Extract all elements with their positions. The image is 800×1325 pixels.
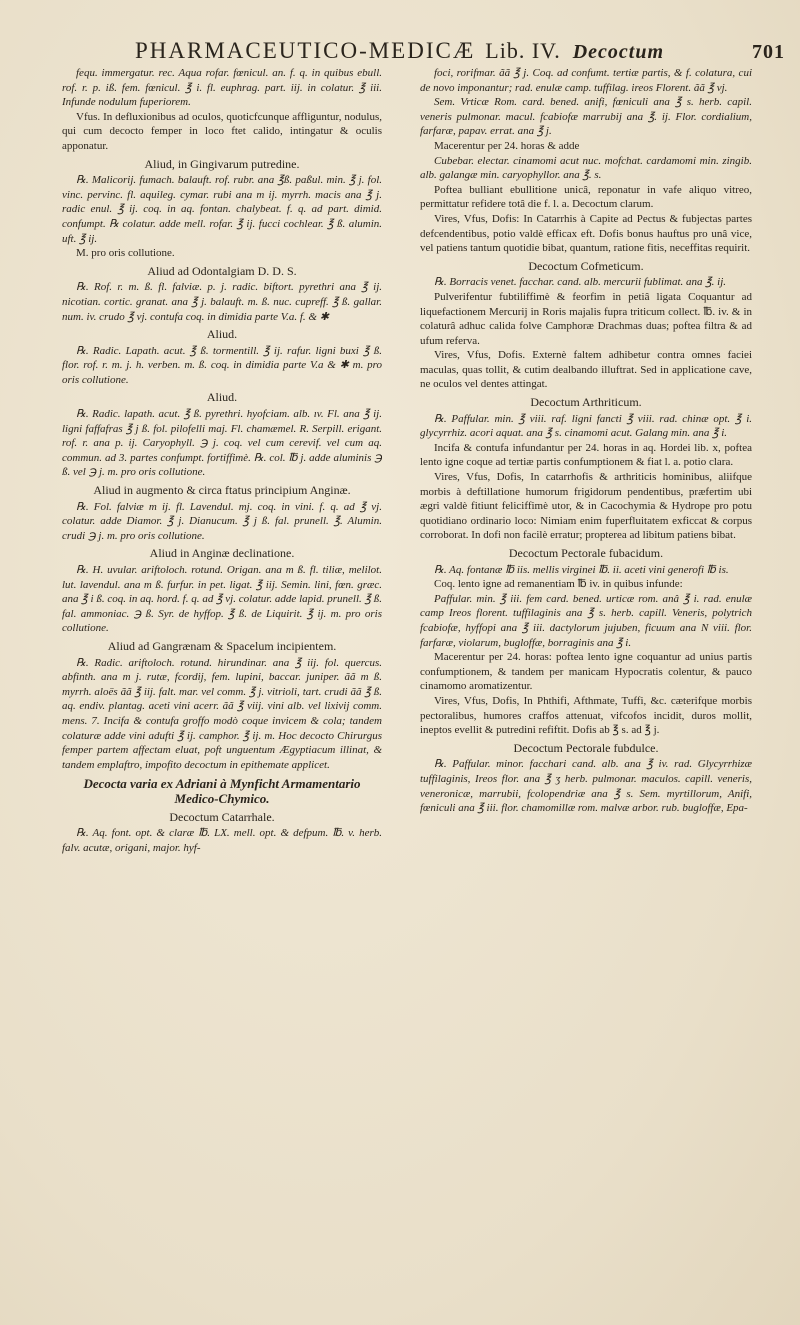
text-paragraph: Incifa & contufa infundantur per 24. horas in aq. Hordei lib. x, poftea lento igne coque ad tertiæ partis confumptionem & fiat l. a. potio clara. xyxy=(420,441,752,469)
text-paragraph: ℞. Radic. Lapath. acut. ℥ ß. tormentill. ℥ ij. rafur. ligni buxi ℥ ß. flor. rof. r. m. j. h. verben. m. ß. coq. in dimidia parte V.a & ✱ m. pro oris collutione. xyxy=(62,344,382,386)
text-paragraph: fequ. immergatur. rec. Aqua rofar. fœnicul. an. f. q. in quibus ebull. rof. r. p. iß. fem. fœnicul. ℥ i. fl. euphrag. part. iij. in colatur. ℥ iii. Infunde nodulum fuperiorem. xyxy=(62,67,382,109)
section-heading: Decoctum Pectorale fubacidum. xyxy=(508,546,664,560)
section-heading: Aliud, in Gingivarum putredine. xyxy=(144,156,300,171)
text-paragraph: Macerentur per 24. horas: poftea lento igne coquantur ad unius partis confumptionem, & tandem per manicam Hypocratis colentur, & pauco cinamomo aromatizentur. xyxy=(420,651,752,693)
text-paragraph: Cubebar. electar. cinamomi acut nuc. mofchat. cardamomi min. zingib. alb. galangæ min. caryophyllor. ana ℥. s. xyxy=(420,154,752,182)
text-paragraph: ℞. Radic. ariftoloch. rotund. hirundinar. ana ℥ iij. fol. quercus. abfinth. ana m j. rutæ, fcordij, fem. lupini, baccar. juniper. ãã m ß. myrrh. aloës ãã ℥ iij. falt. mar. vel comm. ℥ j. vitrioli, tart. crudi ãã ℥ ß. aq. endiv. plantag. aceti vini acerr. ãã ℥ viij. vini alb. vel lixivij comm. mens. 7. Incifa & contufa groffo modò coque invicem & cola; tandem colaturæ adde vini adufti ℥ ij. camphor. ℥ ij. m. Hoc decocto Chirurgus femper partem affectam eluat, poft unguentum Ægyptiacum illinat, & tandem emplaftro, impofito decoctum in epithemate applicet. xyxy=(62,656,382,771)
section-heading: Decoctum Pectorale fubdulce. xyxy=(513,740,659,755)
section-heading: Decoctum Arthriticum. xyxy=(530,395,642,410)
section-title: Decoctum xyxy=(572,41,665,63)
text-paragraph: Vires, Vfus, Dofis: In Catarrhis à Capite ad Pectus & fubjectas partes defcendentibus, potio valdè efficax eft. Dofis bonus hauftus pro unâ vice, vel patiens tantum quotidie bibat, quantum, ratione fitis, neceffitas requirit. xyxy=(420,212,752,255)
section-heading: Aliud in augmento & circa ftatus principium Anginæ. xyxy=(93,483,351,498)
text-paragraph: Vires, Vfus, Dofis. Externè faltem adhibetur contra omnes faciei maculas, quas tollit, & cutim dealbando illuftrat. Sed in applicatione cave, ne oculos vel dentes attingat. xyxy=(420,349,752,391)
text-paragraph: Coq. lento igne ad remanentiam ℔ iv. in quibus infunde: xyxy=(434,578,683,591)
section-heading: Aliud. xyxy=(206,390,238,405)
text-paragraph: ℞. Fol. falviæ m ij. fl. Lavendul. mj. coq. in vini. f. q. ad ℥ vj. colatur. adde Diamor. ℥ j. Dianucum. ℥ j ß. fal. prunell. ℥. Alumin. crudi ℈ j. m. pro oris collutione. xyxy=(62,500,382,542)
section-heading: Aliud ad Gangrænam & Spacelum incipientem. xyxy=(107,638,337,653)
right-column xyxy=(420,66,752,1305)
section-heading: Aliud ad Odontalgiam D. D. S. xyxy=(147,263,297,278)
section-heading: Aliud in Anginæ declinatione. xyxy=(149,546,295,561)
left-column xyxy=(62,66,382,1305)
text-paragraph: Sem. Vrticæ Rom. card. bened. anifi, fœniculi ana ℥ s. herb. capil. veneris pulmonar. macul. fcabiofæ marrubij ana ℥. ij. Flor. cordialium, farfaræ, papav. errat. ana ℥ j. xyxy=(420,96,752,138)
running-header xyxy=(135,38,785,68)
section-heading: Aliud. xyxy=(206,327,238,342)
text-paragraph: ℞. Borracis venet. facchar. cand. alb. mercurii fublimat. ana ℥. ij. xyxy=(434,276,726,289)
text-paragraph: ℞. Paffular. min. ℥ viii. raf. ligni fancti ℥ viii. rad. chinæ opt. ℥ i. glycyrrhiz. acori aquat. ana ℥ s. cinamomi acut. Galang min. ana ℥ i. xyxy=(420,412,752,440)
text-paragraph: ℞. Aq. fontanæ ℔ iis. mellis virginei ℔. ii. aceti vini generofi ℔ is. xyxy=(434,563,729,576)
text-paragraph: Vfus. In defluxionibus ad oculos, quoticfcunque affliguntur, nodulus, qui cum decocto femper in loco ftet calido, intingatur & oculis apponatur. xyxy=(62,110,382,152)
text-paragraph: M. pro oris collutione. xyxy=(76,247,175,260)
section-heading: Decoctum Cofmeticum. xyxy=(528,258,644,273)
text-paragraph: foci, rorifmar. ãã ℥ j. Coq. ad confumt. tertiæ partis, & f. colatura, cui de novo imponantur; rad. enulæ camp. tuffilag. ireos Florent. ãã ℥ vj. xyxy=(420,67,752,94)
text-paragraph: Vires, Vfus, Dofis, In catarrhofis & arthriticis hominibus, aliifque morbis à deftillatione humorum frigidorum pendentibus, præfertim ubi ægri valdè fitiunt feliciffimè utor, & in Cacochymia & Hydrope pro potu quotidiano ordinario loco: Nimiam enim fuperfluitatem exficcat & corpus corroborat. In dofi non facilè erratur; propterea ad libitum patiens bibat. xyxy=(420,471,752,542)
text-paragraph: ℞. Radic. lapath. acut. ℥ ß. pyrethri. hyofciam. alb. ıv. Fl. ana ℥ ij. ligni faffafras ℥ j ß. fol. pilofelli maj. Fl. chamæmel. R. Serpill. erigant. rof. r. ana p. ij. Caryophyll. ℈ j. coq. vel cum cerevif. vel cum aq. commun. ad 3. partes confumpt. fortiffimè. ℞. col. ℔ j. adde aluminis ℈ ß. vel ℈ j. m. pro oris collutione. xyxy=(62,408,382,479)
text-paragraph: ℞. Malicorij. fumach. balauft. rof. rubr. ana ℥ß. paßul. min. ℥ j. fol. vinc. pervinc. fl. aquileg. cymar. rubi ana m ij. myrrh. macis ana ℥ j. radic enul. ℥ ij. coq. in aq. fontan. chalybeat. f. q. ad part. dimid. confumpt. ℞ colatur. adde mell. rofar. ℥ ij. fucci cochlear. ℥ ß. alumin. uft. ℥ ij. xyxy=(62,174,382,245)
section-heading: Decocta varia ex Adriani à Mynficht Armamentario Medico-Chymico. xyxy=(83,776,361,806)
text-paragraph: ℞. Paffular. minor. facchari cand. alb. ana ℥ iv. rad. Glycyrrhizæ tuffilaginis, Ireos flor. ana ℥ ʒ herb. pulmonar. maculos. capill. veneris, veneronicæ, marrubii, fcolopendriæ ana ℥ s. Sem. myrtillorum, Anifi, fœniculi ana ℥ iii. flor. chamomillæ rom. malvæ arbor. rub. bugloffæ, Epa- xyxy=(420,758,752,815)
text-paragraph: Poftea bulliant ebullitione unicâ, reponatur in vafe aliquo vitreo, permittatur refidere totâ die f. l. a. Decoctum clarum. xyxy=(420,183,752,211)
running-title: PHARMACEUTICO-MEDICÆ xyxy=(135,38,476,63)
text-paragraph: Paffular. min. ℥ iii. fem card. bened. urticæ rom. anâ ℥ i. rad. enulæ camp Ireos florent. tuffilaginis ana ℥ s. herb. capill. Veneris, polytrich fcabiofæ, hyffopi ana ℥ iii. dactylorum jujuben, ficuum ana N viii. flor. farfaræ, violarum, bugloffæ, borraginis ana ℥ i. xyxy=(420,592,752,649)
book-number: Lib. IV. xyxy=(485,38,561,63)
section-heading: Decoctum Catarrhale. xyxy=(169,809,275,824)
text-paragraph: ℞. H. uvular. ariftoloch. rotund. Origan. ana m ß. fl. tiliæ, melilot. lut. lavendul. ana m ß. furfur. in pet. ligat. ℥ iij. Semin. lini, fœn. græc. ana ℥ i ß. coq. in aq. hord. f. q. ad ℥ vj. colatur. adde lapid. prunell. ℥ ß. fal. ammoniac. ℈ ß. Syr. de hyffop. ℥ ß. de Liquirit. ℥ ij. m. pro oris collutione. xyxy=(62,564,382,635)
text-paragraph: Vires, Vfus, Dofis, In Phthifi, Afthmate, Tuffi, &c. cæterifque morbis pectoralibus, humores craffos attenuat, vifcofos incidit, duros mollit, ineptos evellit & putredini refiftit. Dofis ab ℥ s. ad ℥ j. xyxy=(420,694,752,737)
page-number: 701 xyxy=(752,41,785,63)
text-paragraph: Pulverifentur fubtiliffimè & feorfim in petiâ ligata Coquantur ad liquefactionem Mercurij in Roris majalis fupra triticum collect. ℔. iv. & in colaturâ adhuc calida folve Camphoræ Drachmas duas; poftea filtra & ad ufum referva. xyxy=(420,290,752,347)
text-paragraph: Macerentur per 24. horas & adde xyxy=(434,139,580,152)
text-paragraph: ℞. Rof. r. m. ß. fl. falviæ. p. j. radic. biftort. pyrethri ana ℥ ij. nicotian. cortic. granat. ana ℥ j. balauft. m. ß. nuc. cupreff. ℥ ß. gallar. num. iv. crudo ℥ vj. contufa coq. in dimidia parte V.a. f. & ✱ xyxy=(62,281,382,323)
text-paragraph: ℞. Aq. font. opt. & claræ ℔. LX. mell. opt. & defpum. ℔. v. herb. falv. acutæ, origani, major. hyf- xyxy=(62,827,382,854)
